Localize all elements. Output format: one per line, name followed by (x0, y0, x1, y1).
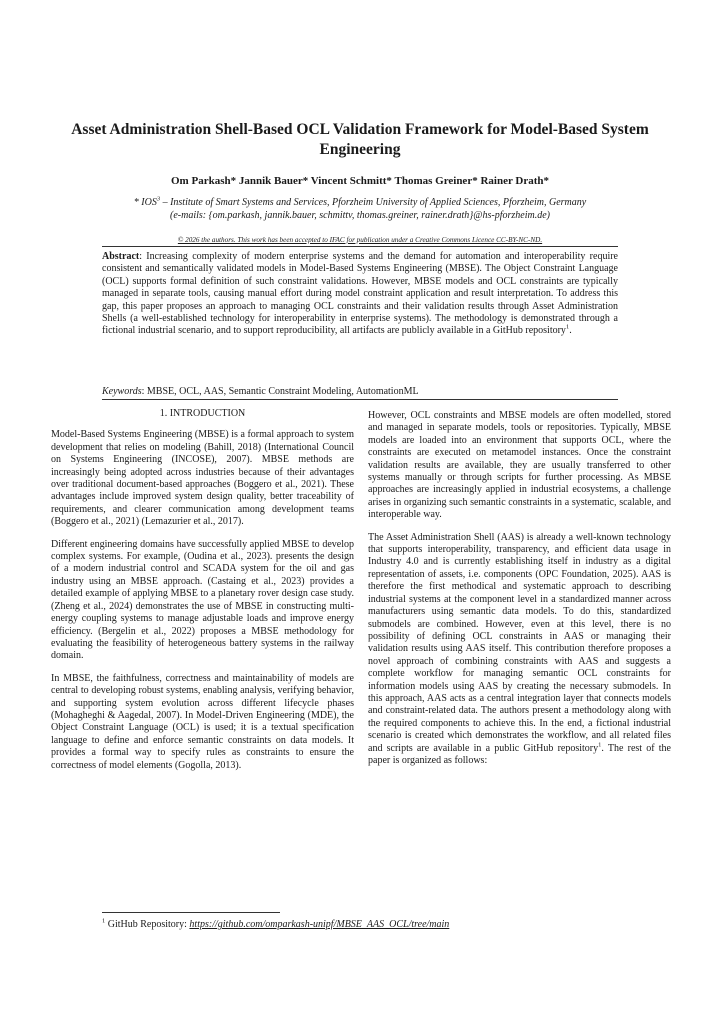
left-paragraph: Different engineering domains have successfully applied MBSE to develop complex systems. For example, (Oudina et al., 2023). presents the design of a modern industrial control and SCADA system for the oil and gas industry using an MBSE approach. (Castaing et al., 2023) provides a detailed example of applying MBSE to a planetary rover design case study. (Zheng et al., 2024) demonstrates the use of MBSE in constructing multi-energy coupling systems to manage adjustable loads and improve energy efficiency. (Bergelin et al., 2022) proposes a MBSE methodology for evaluating the feasibility of heterogeneous battery systems in the railway domain. (51, 538, 354, 662)
right-footnote-ref: 1 (598, 741, 602, 749)
left-paragraph: Model-Based Systems Engineering (MBSE) is a formal approach to system development that relies on modeling (Bahill, 2018) (International Council on Systems Engineering (INCOSE), 2007). MBSE methods are increasingly being adopted across industries because of their advantages over traditional document-based approaches (Boggero et al., 2021). These advantages include improved system design quality, better traceability of requirements, and clearer communication among development teams (Boggero et al., 2021) (Lemazurier et al., 2017). (51, 429, 354, 528)
left-column (51, 408, 354, 782)
right-paragraph-tail: . The rest of the paper is organized as follows: (368, 742, 671, 766)
footnote-marker: 1 (102, 917, 106, 925)
left-paragraph: In MBSE, the faithfulness, correctness and maintainability of models are central to developing robust systems, enabling analysis, verifying behavior, and supporting system evolution across different lifecycle phases (Mohagheghi & Aagedal, 2007). In Model-Driven Engineering (MDE), the Object Constraint Language (OCL) is used; it is a textual specification language to define and enforce semantic constraints on data models. It provides a formal way to specify rules as constraints to ensure the correctness of model elements (Gogolla, 2013). (51, 672, 354, 771)
affiliation (90, 196, 630, 222)
footnote-rule (102, 912, 280, 913)
keywords (102, 386, 618, 397)
keywords-label: Keywords (102, 386, 142, 397)
footnote (102, 919, 449, 930)
affiliation-sup: 3 (156, 195, 161, 203)
keywords-text: : MBSE, OCL, AAS, Semantic Constraint Modeling, AutomationML (141, 386, 419, 397)
affiliation-prefix: * IOS (133, 197, 157, 208)
license-notice: © 2026 the authors. This work has been accepted to IFAC for publication under a Creative Commons Licence CC-BY-NC-ND. (177, 236, 543, 244)
abstract-footnote-ref: 1 (565, 324, 570, 332)
right-paragraph-last (368, 532, 671, 768)
right-paragraph: However, OCL constraints and MBSE models are often modelled, stored and managed in separate models, tools or repositories. Typically, MBSE models are loaded into an environment that supports OCL, where the constraints are executed on metamodel instances. Once the constraint validation results are available, they are usually transferred to other systems manually or through scripts for further processing. As MBSE approaches are increasingly applied in industrial ecosystems, a challenge arises in organizing such semantic constraints in a systematic, scalable, and interoperable way. (368, 410, 671, 521)
abstract-top-rule (102, 246, 618, 247)
paper-title: Asset Administration Shell-Based OCL Validation Framework for Model-Based System Engineering (71, 121, 649, 158)
keywords-bottom-rule (102, 399, 618, 400)
section-heading-introduction: 1. INTRODUCTION (159, 408, 246, 419)
right-column (368, 410, 671, 777)
right-paragraph-text: The Asset Administration Shell (AAS) is already a well-known technology that supports interoperability, transparency, and efficient data usage in Industry 4.0 and is currently establishing itself in industry as a digital representation of assets, i.e. components (OPC Foundation, 2025). AAS is therefore the first methodical and systematic approach to describing industrial systems at the component level in a standardized manner across manufacturers using semantic data models. To do this, standardized submodels are combined. However, even at this level, there is no possibility of defining OCL constraints in AAS or managing their validation results using AAS itself. This contribution therefore proposes a novel approach of combining constraints with AAS and suggests a complete workflow for managing semantic OCL constraints for information models using AAS by creating the necessary submodels. In this approach, AAS acts as a central integration layer that connects models and constraint-related data. The authors present a methodology along with the required components to achieve this. In the end, a fictional industrial scenario is created which demonstrates the workflow, and all related files and scripts are available in a public GitHub repository (368, 531, 671, 754)
author-emails: (e-mails: {om.parkash, jannik.bauer, schmittv, thomas.greiner, rainer.drath}@hs-pforzheim.de) (170, 210, 550, 221)
abstract-text: : Increasing complexity of modern enterprise systems and the demand for automation and interoperability require consistent and semantically validated models in Model-Based Systems Engineering (MBSE). The Object Constraint Language (OCL) supports formal definition of such constraint validations. However, MBSE models and OCL constraints are typically managed in separate tools, causing manual effort during model constraint application and result interpretation. To address this gap, this paper proposes an approach to managing OCL constraints and their validation results through Asset Administration Shells (a well-established technology for interoperability in enterprise systems). The methodology is demonstrated through a fictional industrial scenario, and to support reproducibility, all artifacts are publicly available in a GitHub repository (102, 251, 618, 337)
github-link[interactable]: https://github.com/omparkash-unipf/MBSE_AAS_OCL/tree/main (189, 919, 450, 930)
footnote-label: GitHub Repository: (105, 919, 190, 930)
abstract (102, 251, 618, 338)
affiliation-line (90, 196, 630, 209)
abstract-label: Abstract (102, 251, 140, 262)
affiliation-text: – Institute of Smart Systems and Services, Pforzheim University of Applied Sciences, Pforzheim, Germany (160, 197, 587, 208)
abstract-end: . (569, 325, 572, 337)
author-list: Om Parkash* Jannik Bauer* Vincent Schmitt* Thomas Greiner* Rainer Drath* (171, 175, 549, 187)
